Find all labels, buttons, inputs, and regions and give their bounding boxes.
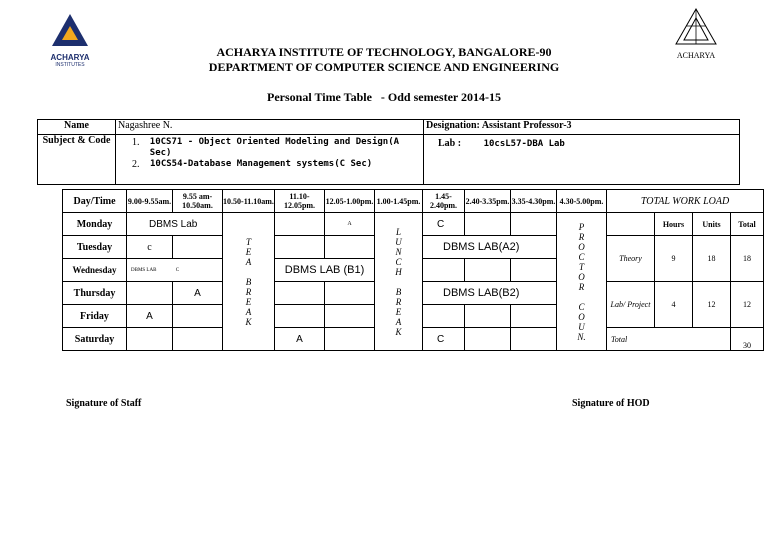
staff-info-table	[37, 119, 740, 185]
slot-cell	[423, 305, 465, 328]
logo-right-text: ACHARYA	[676, 51, 716, 60]
slot-cell: A	[173, 282, 223, 305]
emblem-logo-icon	[670, 6, 722, 46]
page-subtitle: Personal Time Table - Odd semester 2014-15	[267, 90, 501, 104]
theory-units: 18	[693, 236, 731, 282]
day-label: Wednesday	[63, 259, 127, 282]
tea-break-column: T E A B R E A K	[223, 213, 275, 351]
workload-blank	[607, 213, 655, 236]
day-label: Monday	[63, 213, 127, 236]
subject-num: 1.	[132, 137, 140, 148]
slot-text: DBMS LAB	[131, 267, 157, 273]
slot-cell	[325, 305, 375, 328]
slot-cell	[127, 282, 173, 305]
header-slot: 2.40-3.35pm.	[465, 190, 511, 213]
slot-cell	[423, 259, 465, 282]
slot-text: C	[175, 267, 180, 273]
slot-cell: A	[127, 305, 173, 328]
header-slot: 3.35-4.30pm.	[511, 190, 557, 213]
header-day-time: Day/Time	[63, 190, 127, 213]
header-slot: 1.45-2.40pm.	[423, 190, 465, 213]
workload-title: TOTAL WORK LOAD	[607, 190, 764, 213]
header-slot: 11.10-12.05pm.	[275, 190, 325, 213]
workload-col-header: Units	[693, 213, 731, 236]
name-label: Name	[38, 120, 116, 135]
subject-item: 10CS54-Database Management systems(C Sec)	[150, 159, 373, 169]
slot-cell	[275, 213, 325, 236]
slot-cell	[173, 328, 223, 351]
day-label: Tuesday	[63, 236, 127, 259]
slot-cell	[511, 328, 557, 351]
slot-cell	[325, 236, 375, 259]
proctor-column: P R O C T O R C O U N.	[557, 213, 607, 351]
workload-total-value: 30	[731, 328, 764, 351]
timetable	[62, 189, 764, 351]
logo-left-text: ACHARYA	[50, 53, 90, 62]
day-label: Thursday	[63, 282, 127, 305]
slot-cell	[325, 328, 375, 351]
subject-item: 10CS71 - Object Oriented Modeling and Design(A Sec)	[149, 137, 400, 158]
workload-col-header: Total	[731, 213, 764, 236]
workload-total-label: Total	[607, 328, 731, 351]
slot-cell	[275, 305, 325, 328]
institute-title: ACHARYA INSTITUTE OF TECHNOLOGY, BANGALORE-90	[216, 45, 552, 59]
slot-cell	[275, 282, 325, 305]
lab-project-label: Lab/ Project	[607, 282, 655, 328]
subject-num: 2.	[132, 159, 140, 170]
header-slot: 9.00-9.55am.	[127, 190, 173, 213]
lab-value: 10csL57-DBA Lab	[483, 139, 565, 149]
slot-cell	[511, 305, 557, 328]
theory-hours: 9	[655, 236, 693, 282]
header-slot: 10.50-11.10am.	[223, 190, 275, 213]
slot-cell: C	[423, 328, 465, 351]
theory-label: Theory	[607, 236, 655, 282]
department-title: DEPARTMENT OF COMPUTER SCIENCE AND ENGINEERING	[208, 60, 560, 74]
logo-left-sub: INSTITUTES	[55, 62, 85, 68]
slot-cell: C	[423, 213, 465, 236]
slot-cell: A	[325, 213, 375, 236]
slot-cell: DBMS LAB(A2)	[423, 236, 557, 259]
header-slot: 1.00-1.45pm.	[375, 190, 423, 213]
slot-cell: DBMS Lab	[127, 213, 223, 236]
theory-total: 18	[731, 236, 764, 282]
lunch-break-column: L U N C H B R E A K	[375, 213, 423, 351]
slot-cell: c	[127, 236, 173, 259]
slot-cell	[465, 305, 511, 328]
slot-cell	[325, 282, 375, 305]
subject-label: Subject & Code	[38, 135, 116, 185]
workload-col-header: Hours	[655, 213, 693, 236]
slot-cell	[465, 259, 511, 282]
slot-cell: A	[275, 328, 325, 351]
subject-list	[116, 135, 424, 185]
lab-info	[424, 135, 740, 185]
header-slot: 12.05-1.00pm.	[325, 190, 375, 213]
day-label: Friday	[63, 305, 127, 328]
header-slot: 9.55 am-10.50am.	[173, 190, 223, 213]
slot-cell	[511, 213, 557, 236]
slot-cell	[173, 305, 223, 328]
slot-cell	[127, 259, 223, 282]
slot-cell: DBMS LAB (B1)	[275, 259, 375, 282]
slot-cell	[465, 328, 511, 351]
lab-label: Lab :	[438, 138, 462, 149]
lab-units: 12	[693, 282, 731, 328]
slot-cell	[465, 213, 511, 236]
triangle-logo-icon	[42, 12, 98, 48]
lab-total: 12	[731, 282, 764, 328]
header-slot: 4.30-5.00pm.	[557, 190, 607, 213]
slot-cell	[511, 259, 557, 282]
slot-cell	[173, 236, 223, 259]
slot-cell	[127, 328, 173, 351]
hod-signature: Signature of HOD	[572, 398, 650, 409]
name-value: Nagashree N.	[116, 120, 424, 135]
slot-cell: DBMS LAB(B2)	[423, 282, 557, 305]
day-label: Saturday	[63, 328, 127, 351]
designation: Designation: Assistant Professor-3	[424, 120, 740, 135]
slot-cell	[275, 236, 325, 259]
lab-hours: 4	[655, 282, 693, 328]
staff-signature: Signature of Staff	[66, 398, 142, 409]
